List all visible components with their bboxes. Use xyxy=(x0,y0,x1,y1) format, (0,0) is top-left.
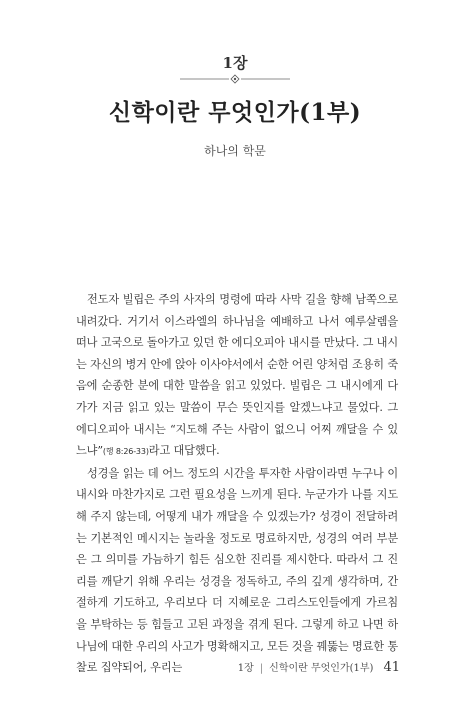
running-footer xyxy=(238,659,400,675)
footer-separator: | xyxy=(259,663,264,674)
scripture-citation: (행 8:26-33) xyxy=(102,447,149,457)
chapter-title: 신학이란 무엇인가(1부) xyxy=(108,99,362,126)
chapter-subtitle: 하나의 학문 xyxy=(204,144,266,158)
paragraph-1-text: 전도자 빌립은 주의 사자의 명령에 따라 사막 길을 향해 남쪽으로 내려갔다. 거기서 이스라엘의 하나님을 예배하고 나서 예루살렘을 떠나 고국으로 돌아가고 있던 한 에디오피아 내시를 만났다. 그 내시는 자신의 병거 안에 앉아 이사야서에서 순한 어린 양처럼 조용히 죽음에 순종한 분에 대한 말씀을 읽고 있었다. 빌립은 그 내시에게 다가가 지금 읽고 있는 말씀이 무슨 뜻인지를 알겠느냐고 물었다. 그 에디오피아 내시는 “지도해 주는 사람이 없으니 어찌 깨달을 수 있느냐” xyxy=(76,293,398,458)
footer-title: 신학이란 무엇인가(1부) xyxy=(269,663,374,674)
paragraph-1 xyxy=(76,289,398,463)
body-text xyxy=(76,289,398,679)
footer-chapter: 1장 xyxy=(237,663,254,674)
paragraph-1-end: 라고 대답했다. xyxy=(148,444,220,458)
paragraph-2: 성경을 읽는 데 어느 정도의 시간을 투자한 사람이라면 누구나 이 내시와 마찬가지로 그런 필요성을 느끼게 된다. 누군가가 나를 지도해 주지 않는데, 어떻게 내가 깨달을 수 있겠는가? 성경이 전달하려는 기본적인 메시지는 놀라울 정도로 명료하지만, 성경의 여러 부분은 그 의미를 가늠하기 힘든 심오한 진리를 제시한다. 따라서 그 진리를 깨닫기 위해 우리는 성경을 정독하고, 주의 깊게 생각하며, 간절하게 기도하고, 우리보다 더 지혜로운 그리스도인들에게 가르침을 부탁하는 등 힘들고 고된 과정을 겪게 된다. 그렇게 하고 나면 하나님에 대한 우리의 사고가 명확해지고, 모든 것을 꿰뚫는 명료한 통찰로 집약되어, 우리는 xyxy=(76,466,398,675)
page-number: 41 xyxy=(383,660,400,675)
title-ornament xyxy=(180,74,290,84)
chapter-number: 1장 xyxy=(222,54,248,72)
